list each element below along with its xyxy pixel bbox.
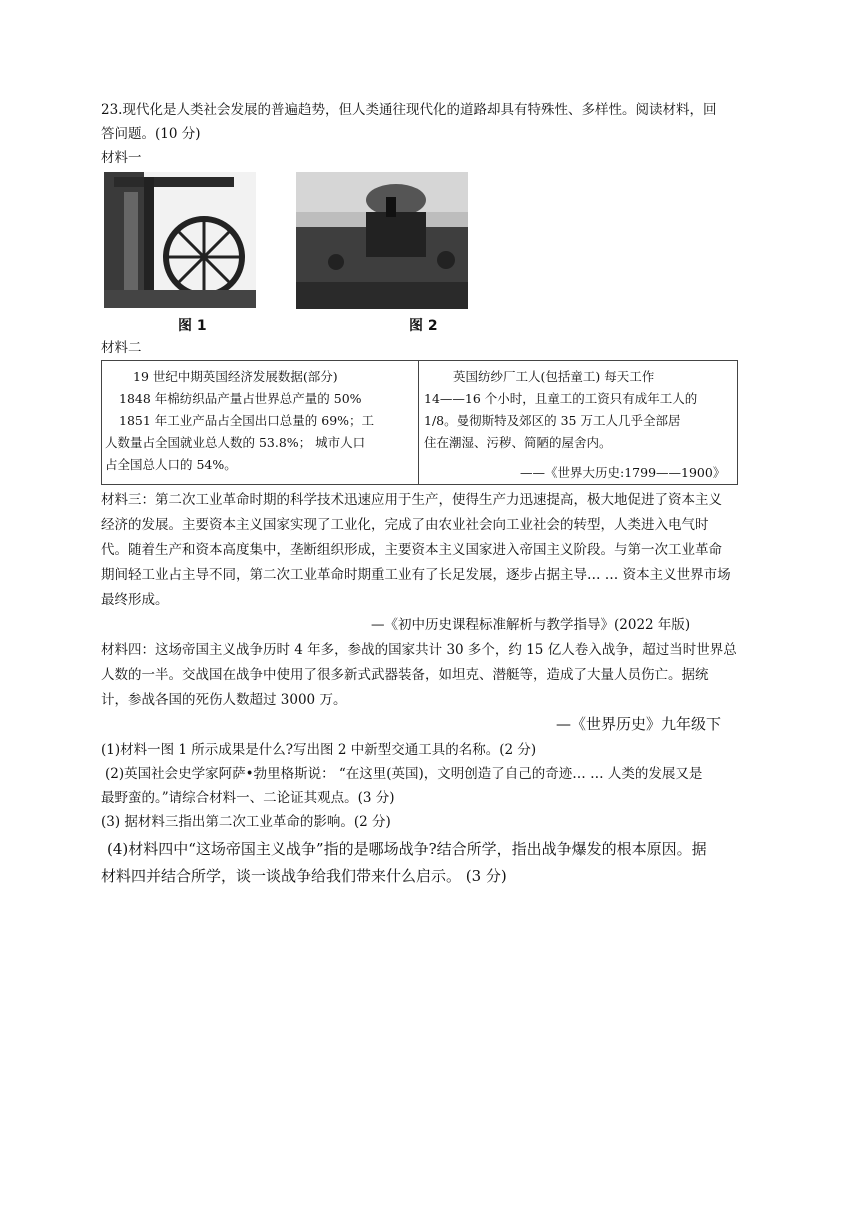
material3-line: 期间轻工业占主导不同，第二次工业革命时期重工业有了长足发展，逐步占据主导… … 资本主义世界市场 xyxy=(101,567,731,583)
table-left-line: 占全国总人口的 54%。 xyxy=(105,457,237,472)
question-3: (3) 据材料三指出第二次工业革命的影响。(2 分) xyxy=(101,814,391,830)
question-1: (1)材料一图 1 所示成果是什么?写出图 2 中新型交通工具的名称。(2 分) xyxy=(101,742,537,758)
material3-line: 最终形成。 xyxy=(101,592,169,608)
material2-table xyxy=(101,360,738,485)
steam-locomotive-figure xyxy=(296,172,468,309)
material1-label: 材料一 xyxy=(101,150,142,166)
table-left-line: 人数量占全国就业总人数的 53.8%； 城市人口 xyxy=(105,435,366,450)
table-right-line: 14——16 个小时，且童工的工资只有成年工人的 xyxy=(424,391,698,406)
question-2-line2: 最野蛮的。”请综合材料一、二论证其观点。(3 分) xyxy=(101,790,395,806)
question-stem-line1: 23.现代化是人类社会发展的普遍趋势，但人类通往现代化的道路却具有特殊性、多样性。阅读材料，回 xyxy=(101,102,717,118)
table-left-line: 1848 年棉纺织品产量占世界总产量的 50% xyxy=(119,391,362,406)
material4-line: 计，参战各国的死伤人数超过 3000 万。 xyxy=(101,692,347,708)
table-right-source: ——《世界大历史:1799——1900》 xyxy=(520,465,726,480)
steam-engine-figure xyxy=(104,172,256,308)
question-4-line1: (4)材料四中“这场帝国主义战争”指的是哪场战争?结合所学，指出战争爆发的根本原因。据 xyxy=(107,840,707,858)
material3-line: 代。随着生产和资本高度集中，垄断组织形成，主要资本主义国家进入帝国主义阶段。与第一次工业革命 xyxy=(101,542,722,558)
figure1-caption: 图 1 xyxy=(178,318,207,334)
table-left-line: 1851 年工业产品占全国出口总量的 69%；工 xyxy=(119,413,375,428)
material4-source: —《世界历史》九年级下 xyxy=(556,715,722,733)
figure2-caption: 图 2 xyxy=(409,318,438,334)
question-stem-line2: 答问题。(10 分) xyxy=(101,126,201,142)
table-divider xyxy=(418,361,419,484)
material4-line: 材料四：这场帝国主义战争历时 4 年多，参战的国家共计 30 多个，约 15 亿人卷入战争，超过当时世界总 xyxy=(101,642,737,658)
table-right-line: 住在潮湿、污秽、简陋的屋舍内。 xyxy=(424,435,612,450)
question-2-line1: (2)英国社会史学家阿萨•勃里格斯说： “在这里(英国)，文明创造了自己的奇迹… … 人类的发展又是 xyxy=(105,766,703,782)
table-right-line: 1/8。曼彻斯特及郊区的 35 万工人几乎全部居 xyxy=(424,413,681,428)
question-4-line2: 材料四并结合所学，谈一谈战争给我们带来什么启示。 (3 分) xyxy=(101,867,507,885)
table-right-line: 英国纺纱厂工人(包括童工) 每天工作 xyxy=(453,369,655,384)
table-left-line: 19 世纪中期英国经济发展数据(部分) xyxy=(133,369,338,384)
material3-source: —《初中历史课程标准解析与教学指导》(2022 年版) xyxy=(371,617,691,633)
material4-line: 人数的一半。交战国在战争中使用了很多新式武器装备，如坦克、潜艇等，造成了大量人员伤亡。据统 xyxy=(101,667,709,683)
material3-line: 材料三：第二次工业革命时期的科学技术迅速应用于生产，使得生产力迅速提高，极大地促进了资本主义 xyxy=(101,492,722,508)
material2-label: 材料二 xyxy=(101,340,142,356)
material3-line: 经济的发展。主要资本主义国家实现了工业化，完成了由农业社会向工业社会的转型，人类进入电气时 xyxy=(101,517,709,533)
